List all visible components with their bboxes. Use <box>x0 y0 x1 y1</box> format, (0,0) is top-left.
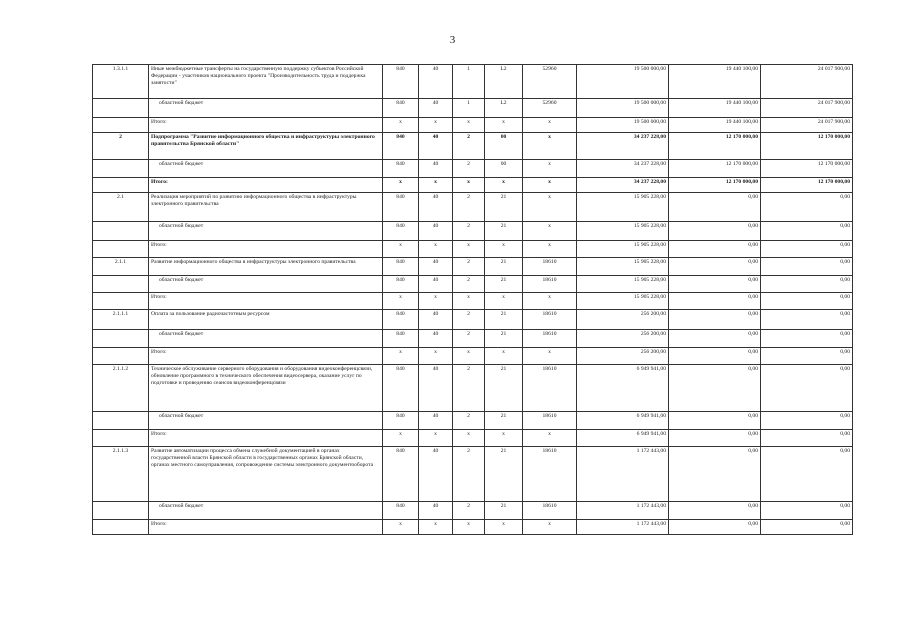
row-code-b-cell: 40 <box>419 133 453 160</box>
table-row <box>93 133 853 160</box>
row-amount-year3-cell: 0,00 <box>761 348 853 365</box>
row-amount-year1-cell: 1 172 443,00 <box>577 520 669 535</box>
row-amount-year3-cell: 12 170 000,00 <box>761 133 853 160</box>
row-code-d-cell: 21 <box>485 222 523 241</box>
row-amount-year1-cell: 19 500 000,00 <box>577 99 669 118</box>
row-description-cell: областной бюджет <box>149 330 383 348</box>
row-code-e-cell: 52960 <box>523 99 577 118</box>
row-description-cell: Итого: <box>149 178 383 193</box>
row-description-cell: Итого: <box>149 118 383 133</box>
row-amount-year1-cell: 15 905 228,00 <box>577 241 669 258</box>
row-number-cell <box>93 222 149 241</box>
table-row <box>93 310 853 330</box>
row-amount-year1-cell: 34 237 228,00 <box>577 133 669 160</box>
row-code-e-cell: x <box>523 133 577 160</box>
row-code-e-cell: 18610 <box>523 310 577 330</box>
row-code-a-cell: x <box>383 241 419 258</box>
row-code-c-cell: x <box>453 293 485 310</box>
row-number-cell <box>93 178 149 193</box>
table-row <box>93 222 853 241</box>
row-amount-year2-cell: 12 170 000,00 <box>669 178 761 193</box>
row-code-a-cell: 840 <box>383 222 419 241</box>
row-code-c-cell: 2 <box>453 160 485 178</box>
row-code-a-cell: 840 <box>383 365 419 412</box>
row-description-cell: Развитие автоматизации процесса обмена служебной документацией в органах государственной власти Брянской области в государственных органах Брянской области, органах местного самоуправления, сопровождение системы электронного документооборота <box>149 447 383 502</box>
row-code-d-cell: 21 <box>485 365 523 412</box>
row-code-e-cell: x <box>523 178 577 193</box>
row-number-cell: 2.1.1.2 <box>93 365 149 412</box>
page-number: 3 <box>449 34 456 46</box>
row-amount-year2-cell: 0,00 <box>669 293 761 310</box>
row-code-d-cell: x <box>485 293 523 310</box>
row-amount-year1-cell: 1 172 443,00 <box>577 447 669 502</box>
row-code-a-cell: 840 <box>383 310 419 330</box>
row-amount-year1-cell: 6 949 941,00 <box>577 412 669 430</box>
row-code-a-cell: x <box>383 118 419 133</box>
table-row <box>93 193 853 222</box>
row-number-cell: 2.1 <box>93 193 149 222</box>
row-description-cell: областной бюджет <box>149 222 383 241</box>
row-code-c-cell: 2 <box>453 258 485 276</box>
row-code-b-cell: x <box>419 430 453 447</box>
row-code-d-cell: 21 <box>485 258 523 276</box>
row-description-cell: Итого: <box>149 520 383 535</box>
table-row <box>93 293 853 310</box>
row-code-d-cell: 21 <box>485 276 523 293</box>
row-description-cell: Иные межбюджетные трансферты на государственную поддержку субъектов Российской Федерации - участников национального проекта "Производительность труда и поддержка занятости" <box>149 65 383 99</box>
row-amount-year1-cell: 19 500 000,00 <box>577 118 669 133</box>
row-code-c-cell: 2 <box>453 502 485 520</box>
row-amount-year3-cell: 12 170 000,00 <box>761 178 853 193</box>
row-code-b-cell: x <box>419 348 453 365</box>
row-amount-year3-cell: 24 017 900,00 <box>761 118 853 133</box>
row-code-c-cell: x <box>453 520 485 535</box>
row-code-c-cell: 1 <box>453 99 485 118</box>
table-row <box>93 520 853 535</box>
row-number-cell <box>93 330 149 348</box>
row-amount-year3-cell: 0,00 <box>761 258 853 276</box>
row-code-c-cell: 2 <box>453 222 485 241</box>
row-amount-year1-cell: 15 905 228,00 <box>577 276 669 293</box>
row-code-c-cell: x <box>453 430 485 447</box>
row-code-b-cell: 40 <box>419 99 453 118</box>
row-description-cell: Развитие информационного общества в инфраструктуры электронного правительства <box>149 258 383 276</box>
row-code-a-cell: 840 <box>383 160 419 178</box>
row-code-e-cell: 18610 <box>523 276 577 293</box>
row-code-b-cell: 40 <box>419 258 453 276</box>
row-code-b-cell: 40 <box>419 330 453 348</box>
table-row <box>93 412 853 430</box>
table-row <box>93 118 853 133</box>
row-amount-year3-cell: 0,00 <box>761 365 853 412</box>
table-row <box>93 160 853 178</box>
row-code-b-cell: 40 <box>419 447 453 502</box>
row-amount-year2-cell: 0,00 <box>669 502 761 520</box>
row-code-b-cell: 40 <box>419 222 453 241</box>
row-code-c-cell: 2 <box>453 447 485 502</box>
row-code-c-cell: x <box>453 241 485 258</box>
budget-table-body <box>93 65 853 535</box>
row-number-cell <box>93 348 149 365</box>
row-number-cell <box>93 276 149 293</box>
row-code-e-cell: x <box>523 430 577 447</box>
row-code-b-cell: x <box>419 520 453 535</box>
row-number-cell <box>93 502 149 520</box>
row-number-cell <box>93 430 149 447</box>
row-code-e-cell: 18610 <box>523 412 577 430</box>
table-row <box>93 65 853 99</box>
row-code-c-cell: 2 <box>453 412 485 430</box>
row-amount-year3-cell: 0,00 <box>761 241 853 258</box>
row-amount-year1-cell: 15 905 228,00 <box>577 258 669 276</box>
row-code-b-cell: x <box>419 178 453 193</box>
row-code-e-cell: 18610 <box>523 502 577 520</box>
row-amount-year3-cell: 0,00 <box>761 222 853 241</box>
row-code-a-cell: x <box>383 520 419 535</box>
row-amount-year2-cell: 0,00 <box>669 222 761 241</box>
row-code-d-cell: 21 <box>485 447 523 502</box>
row-amount-year2-cell: 19 440 100,00 <box>669 65 761 99</box>
row-amount-year1-cell: 256 200,00 <box>577 310 669 330</box>
row-code-d-cell: x <box>485 520 523 535</box>
row-code-c-cell: 2 <box>453 310 485 330</box>
row-code-b-cell: 40 <box>419 412 453 430</box>
row-code-d-cell: 00 <box>485 133 523 160</box>
row-code-a-cell: 840 <box>383 447 419 502</box>
row-code-e-cell: 18610 <box>523 330 577 348</box>
row-code-c-cell: x <box>453 178 485 193</box>
row-amount-year3-cell: 24 017 900,00 <box>761 65 853 99</box>
row-description-cell: Итого: <box>149 241 383 258</box>
row-code-a-cell: 840 <box>383 330 419 348</box>
table-row <box>93 447 853 502</box>
row-code-d-cell: 21 <box>485 330 523 348</box>
row-amount-year3-cell: 12 170 000,00 <box>761 160 853 178</box>
row-code-a-cell: x <box>383 348 419 365</box>
row-code-b-cell: 40 <box>419 502 453 520</box>
row-code-d-cell: 00 <box>485 160 523 178</box>
table-row <box>93 276 853 293</box>
row-amount-year2-cell: 0,00 <box>669 276 761 293</box>
row-description-cell: Реализация мероприятий по развитию информационного общества в инфраструктуры электронного правительства <box>149 193 383 222</box>
row-code-e-cell: x <box>523 241 577 258</box>
row-number-cell: 2.1.1.1 <box>93 310 149 330</box>
row-amount-year3-cell: 0,00 <box>761 520 853 535</box>
row-amount-year3-cell: 0,00 <box>761 430 853 447</box>
table-row <box>93 365 853 412</box>
row-code-b-cell: 40 <box>419 310 453 330</box>
row-amount-year2-cell: 0,00 <box>669 348 761 365</box>
row-amount-year3-cell: 0,00 <box>761 412 853 430</box>
row-description-cell: Подпрограмма "Развитие информационного общества и инфраструктуры электронного правительства Брянской области" <box>149 133 383 160</box>
table-row <box>93 330 853 348</box>
row-code-d-cell: x <box>485 118 523 133</box>
row-amount-year2-cell: 0,00 <box>669 412 761 430</box>
row-amount-year1-cell: 256 200,00 <box>577 330 669 348</box>
row-code-c-cell: 2 <box>453 330 485 348</box>
row-amount-year3-cell: 24 017 900,00 <box>761 99 853 118</box>
table-row <box>93 178 853 193</box>
row-code-a-cell: 840 <box>383 502 419 520</box>
row-code-b-cell: x <box>419 293 453 310</box>
row-number-cell: 2.1.1 <box>93 258 149 276</box>
row-code-d-cell: x <box>485 241 523 258</box>
row-code-d-cell: L2 <box>485 65 523 99</box>
row-code-e-cell: x <box>523 222 577 241</box>
row-code-d-cell: 21 <box>485 502 523 520</box>
row-number-cell <box>93 520 149 535</box>
row-code-a-cell: 840 <box>383 65 419 99</box>
row-code-b-cell: 40 <box>419 193 453 222</box>
row-amount-year3-cell: 0,00 <box>761 330 853 348</box>
row-amount-year1-cell: 15 905 228,00 <box>577 193 669 222</box>
row-code-b-cell: 40 <box>419 65 453 99</box>
row-code-e-cell: 18610 <box>523 258 577 276</box>
row-amount-year3-cell: 0,00 <box>761 447 853 502</box>
row-amount-year2-cell: 0,00 <box>669 447 761 502</box>
budget-table <box>92 64 853 535</box>
row-amount-year2-cell: 0,00 <box>669 241 761 258</box>
row-amount-year1-cell: 34 237 228,00 <box>577 178 669 193</box>
row-amount-year2-cell: 19 440 100,00 <box>669 99 761 118</box>
row-description-cell: Итого: <box>149 293 383 310</box>
row-code-d-cell: 21 <box>485 193 523 222</box>
row-code-c-cell: x <box>453 118 485 133</box>
row-amount-year2-cell: 0,00 <box>669 193 761 222</box>
row-amount-year2-cell: 12 170 000,00 <box>669 160 761 178</box>
row-code-e-cell: x <box>523 348 577 365</box>
row-code-d-cell: 21 <box>485 412 523 430</box>
row-code-a-cell: x <box>383 430 419 447</box>
row-code-c-cell: x <box>453 348 485 365</box>
table-row <box>93 241 853 258</box>
row-code-d-cell: x <box>485 348 523 365</box>
row-number-cell <box>93 412 149 430</box>
table-row <box>93 430 853 447</box>
row-number-cell: 2.1.1.3 <box>93 447 149 502</box>
row-description-cell: Техническое обслуживание серверного оборудования и оборудования видеоконференцсвязи, обновление программного в технического обеспечения видеосервера, оказание услуг по подготовке и проведению сеансов видеоконференцсвязи <box>149 365 383 412</box>
row-amount-year2-cell: 0,00 <box>669 258 761 276</box>
row-number-cell <box>93 118 149 133</box>
row-code-c-cell: 2 <box>453 133 485 160</box>
row-code-e-cell: x <box>523 520 577 535</box>
row-code-a-cell: 840 <box>383 193 419 222</box>
row-code-a-cell: 840 <box>383 99 419 118</box>
row-amount-year3-cell: 0,00 <box>761 310 853 330</box>
row-number-cell <box>93 99 149 118</box>
row-code-a-cell: x <box>383 178 419 193</box>
row-number-cell: 2 <box>93 133 149 160</box>
row-amount-year2-cell: 0,00 <box>669 330 761 348</box>
row-amount-year1-cell: 34 237 228,00 <box>577 160 669 178</box>
row-amount-year2-cell: 0,00 <box>669 520 761 535</box>
row-amount-year3-cell: 0,00 <box>761 293 853 310</box>
row-code-a-cell: x <box>383 293 419 310</box>
row-amount-year1-cell: 6 949 941,00 <box>577 365 669 412</box>
row-code-e-cell: 18610 <box>523 447 577 502</box>
row-amount-year2-cell: 0,00 <box>669 310 761 330</box>
row-code-a-cell: 840 <box>383 258 419 276</box>
row-code-e-cell: 18610 <box>523 365 577 412</box>
row-code-d-cell: x <box>485 178 523 193</box>
row-amount-year1-cell: 256 200,00 <box>577 348 669 365</box>
row-code-c-cell: 2 <box>453 276 485 293</box>
row-amount-year2-cell: 19 440 100,00 <box>669 118 761 133</box>
table-row <box>93 348 853 365</box>
row-description-cell: Оплата за пользование радиочастотным ресурсом <box>149 310 383 330</box>
row-code-a-cell: 840 <box>383 276 419 293</box>
row-amount-year1-cell: 15 905 228,00 <box>577 293 669 310</box>
row-amount-year1-cell: 15 905 228,00 <box>577 222 669 241</box>
row-code-b-cell: x <box>419 118 453 133</box>
row-amount-year3-cell: 0,00 <box>761 502 853 520</box>
row-number-cell: 1.3.1.1 <box>93 65 149 99</box>
row-number-cell <box>93 293 149 310</box>
row-description-cell: Итого: <box>149 348 383 365</box>
row-code-d-cell: x <box>485 430 523 447</box>
row-code-e-cell: x <box>523 118 577 133</box>
table-row <box>93 258 853 276</box>
row-code-c-cell: 2 <box>453 365 485 412</box>
row-description-cell: областной бюджет <box>149 276 383 293</box>
row-amount-year2-cell: 0,00 <box>669 365 761 412</box>
row-code-b-cell: x <box>419 241 453 258</box>
row-code-d-cell: 21 <box>485 310 523 330</box>
row-code-c-cell: 1 <box>453 65 485 99</box>
row-code-c-cell: 2 <box>453 193 485 222</box>
row-amount-year3-cell: 0,00 <box>761 193 853 222</box>
row-code-e-cell: x <box>523 193 577 222</box>
table-row <box>93 502 853 520</box>
row-amount-year2-cell: 0,00 <box>669 430 761 447</box>
row-description-cell: областной бюджет <box>149 99 383 118</box>
row-code-a-cell: 840 <box>383 133 419 160</box>
row-description-cell: Итого: <box>149 430 383 447</box>
row-number-cell <box>93 241 149 258</box>
row-amount-year1-cell: 19 500 000,00 <box>577 65 669 99</box>
row-code-e-cell: 52960 <box>523 65 577 99</box>
table-row <box>93 99 853 118</box>
row-amount-year3-cell: 0,00 <box>761 276 853 293</box>
row-amount-year1-cell: 1 172 443,00 <box>577 502 669 520</box>
row-description-cell: областной бюджет <box>149 502 383 520</box>
row-code-b-cell: 40 <box>419 365 453 412</box>
row-amount-year2-cell: 12 170 000,00 <box>669 133 761 160</box>
row-amount-year1-cell: 6 949 941,00 <box>577 430 669 447</box>
row-code-b-cell: 40 <box>419 160 453 178</box>
row-number-cell <box>93 160 149 178</box>
row-code-e-cell: x <box>523 160 577 178</box>
row-code-d-cell: L2 <box>485 99 523 118</box>
row-code-e-cell: x <box>523 293 577 310</box>
row-description-cell: областной бюджет <box>149 412 383 430</box>
row-code-a-cell: 840 <box>383 412 419 430</box>
row-code-b-cell: 40 <box>419 276 453 293</box>
row-description-cell: областной бюджет <box>149 160 383 178</box>
